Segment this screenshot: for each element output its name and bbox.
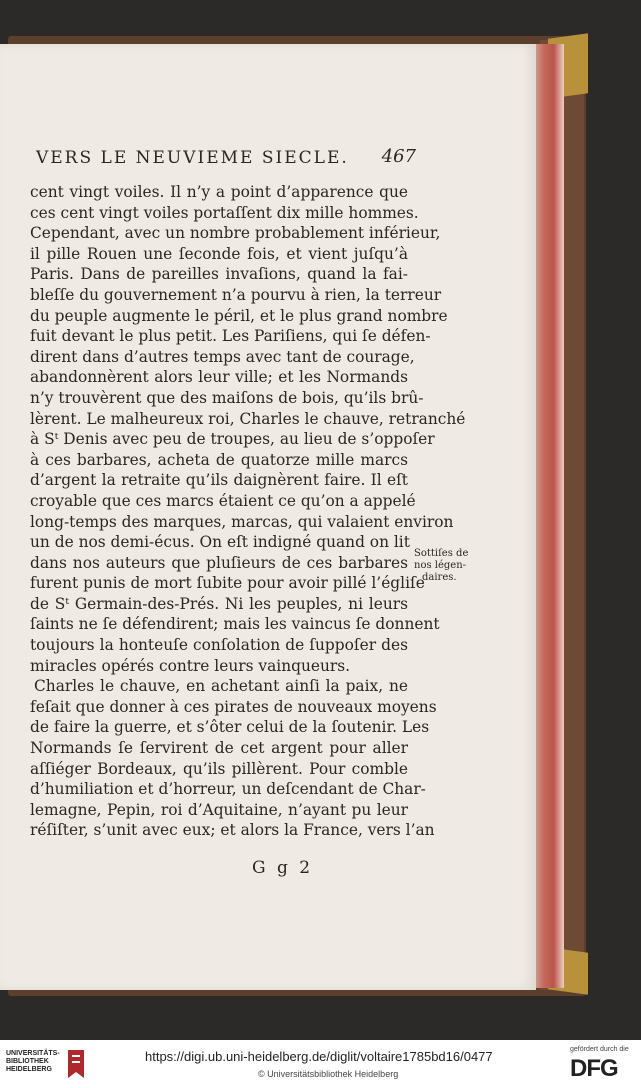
text-line: ſaints ne ſe défendirent; mais les vaincus ſe donnent	[30, 615, 440, 634]
text-line: ces cent vingt voiles portaſſent dix mille hommes.	[30, 203, 419, 222]
running-head-title: VERS LE NEUVIEME SIECLE.	[36, 148, 349, 168]
text-line: Normands ſe ſervirent de cet argent pour aller	[30, 739, 408, 758]
text-line: de faire la guerre, et s’ôter celui de la ſoutenir. Les	[30, 718, 430, 737]
text-line: furent punis de mort ſubite pour avoir pillé l’égliſe	[30, 574, 425, 593]
text-line: miracles opérés contre leurs vainqueurs.	[30, 656, 351, 675]
library-name-line: BIBLIOTHEK	[6, 1058, 49, 1065]
viewer-footer	[0, 1040, 641, 1088]
text-line: il pille Rouen une ſeconde fois, et vient juſqu’à	[30, 244, 408, 263]
text-line: du peuple augmente le péril, et le plus grand nombre	[30, 306, 448, 325]
text-line: lèrent. Le malheureux roi, Charles le chauve, retranché	[30, 409, 466, 428]
text-line: abandonnèrent alors leur ville; et les Normands	[30, 368, 408, 387]
text-line: Charles le chauve, en achetant ainſi la paix, ne	[34, 677, 408, 696]
margin-note-line: nos légen-	[414, 560, 467, 571]
signature-mark: G g 2	[252, 858, 314, 878]
text-line: fuit devant le plus petit. Les Pariſiens, qui ſe défen-	[30, 327, 431, 346]
university-seal-icon	[64, 1048, 88, 1080]
margin-note-line: daires.	[422, 572, 457, 583]
text-line: feſait que donner à ces pirates de nouveaux moyens	[30, 697, 437, 716]
funder-caption: gefördert durch die	[570, 1046, 629, 1053]
text-line: un de nos demi-écus. On eſt indigné quand on lit	[30, 533, 410, 552]
library-name-line: HEIDELBERG	[6, 1066, 52, 1073]
text-line: croyable que ces marcs étaient ce qu’on a appelé	[30, 491, 416, 510]
text-line: d’humiliation et d’horreur, un deſcendant de Char-	[30, 780, 426, 799]
copyright-notice: © Universitätsbibliothek Heidelberg	[258, 1069, 399, 1079]
text-line: cent vingt voiles. Il n’y a point d’apparence que	[30, 183, 408, 201]
text-line: d’argent la retraite qu’ils daignèrent faire. Il eſt	[30, 471, 408, 490]
text-line: toujours la honteuſe conſolation de ſuppoſer des	[30, 636, 408, 655]
dfg-logo[interactable]: DFG	[570, 1055, 618, 1082]
text-line: de Sᵗ Germain-des-Prés. Ni les peuples, ni leurs	[30, 594, 408, 613]
library-name-line: UNIVERSITÄTS-	[6, 1050, 60, 1057]
text-line: lemagne, Pepin, roi d’Aquitaine, n’ayant pu leur	[30, 800, 408, 819]
text-line: réſiſter, s’unit avec eux; et alors la France, vers l’an	[30, 821, 435, 840]
text-line: Cependant, avec un nombre probablement inférieur,	[30, 224, 441, 243]
running-head	[36, 148, 416, 168]
margin-note-line: Sottiſes de	[414, 548, 469, 559]
text-line: dans nos auteurs que pluſieurs de ces barbares	[30, 553, 408, 572]
text-line: Paris. Dans de pareilles invaſions, quand la fai-	[30, 265, 408, 284]
text-line: long-temps des marques, marcas, qui valaient environ	[30, 512, 454, 531]
text-line: à Sᵗ Denis avec peu de troupes, au lieu de s’oppoſer	[30, 430, 435, 449]
text-line: aſſiéger Bordeaux, qu’ils pillèrent. Pour comble	[30, 759, 408, 778]
text-line: à ces barbares, acheta de quatorze mille marcs	[30, 450, 408, 469]
page-number: 467	[381, 146, 416, 167]
permalink-url[interactable]: https://digi.ub.uni-heidelberg.de/diglit/voltaire1785bd16/0477	[145, 1049, 493, 1064]
text-line: bleſſe du gouvernement n’a pourvu à rien, la terreur	[30, 285, 442, 304]
margin-note	[414, 548, 484, 584]
text-line: n’y trouvèrent que des maiſons de bois, qu’ils brû-	[30, 388, 424, 407]
text-line: dirent dans d’autres temps avec tant de courage,	[30, 347, 415, 366]
